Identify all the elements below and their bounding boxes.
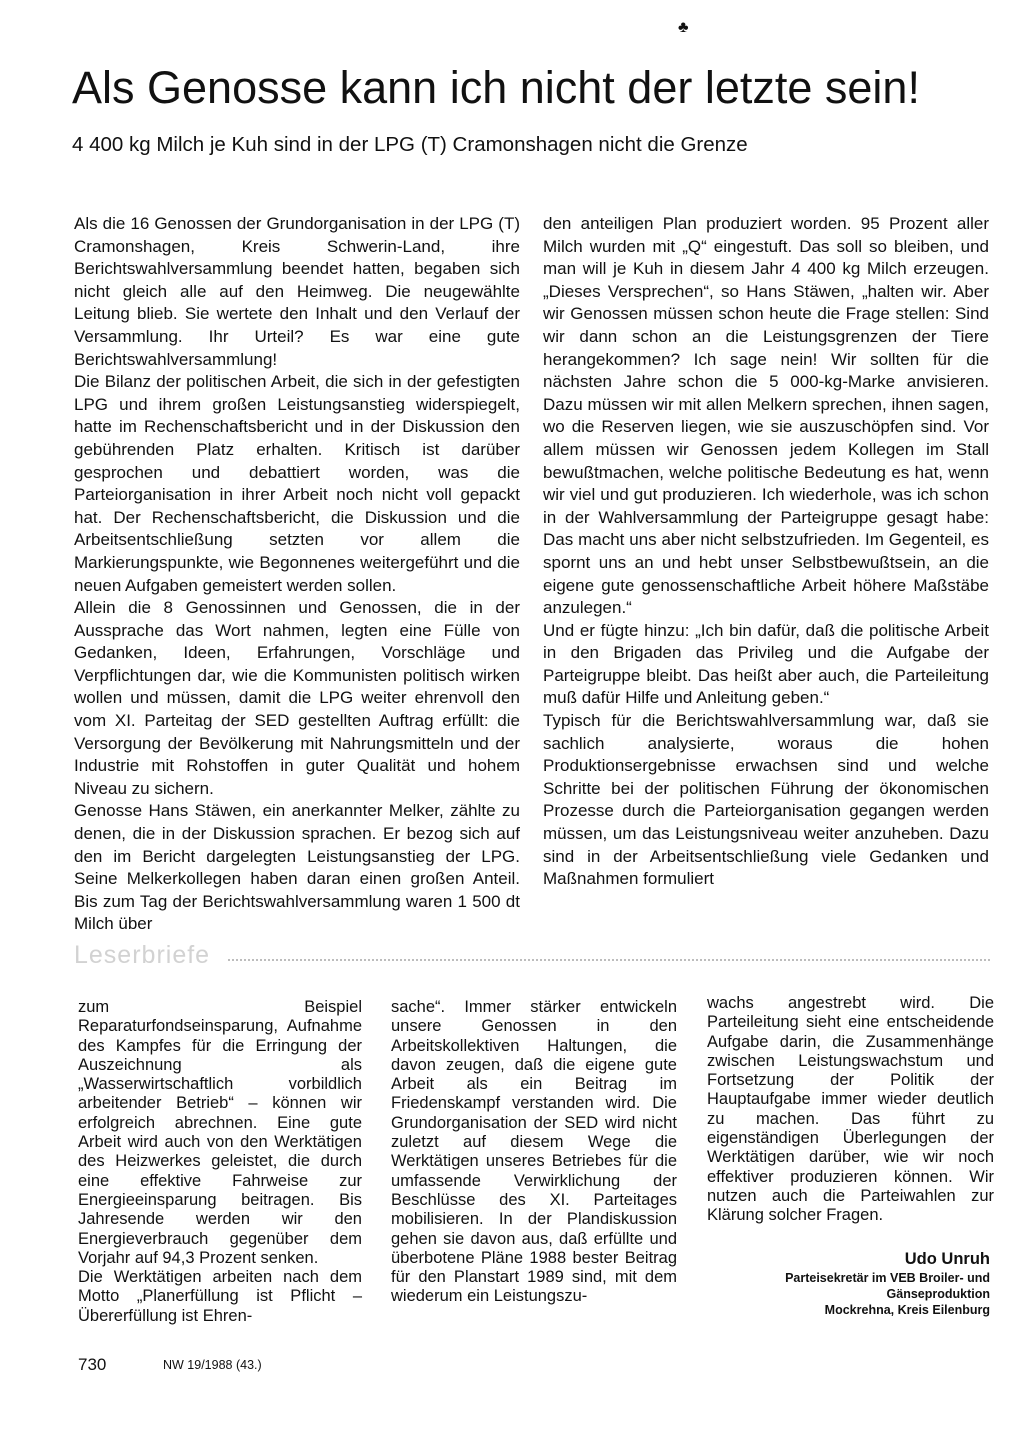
letter-paragraph: sache“. Immer stärker entwickeln unsere Genossen in den Arbeitskollektiven Haltungen, die davon zeugen, daß die eigene gute Arbeit als ein Beitrag im Friedenskampf verstanden wird. Die Grundorganisation der SED wird nicht zuletzt auf diesem Wege die Werktätigen unseres Betriebes für die umfassende Verwirklichung der Beschlüsse des XI. Parteitages mobilisieren. In der Plandiskussion gehen sie davon aus, daß erfüllte und überbotene Pläne 1988 bester Beitrag für den Planstart 1989 sind, mit dem wiederum ein Leistungszu-: [391, 998, 677, 1306]
letter-paragraph: zum Beispiel Reparaturfondseinsparung, Aufnahme des Kampfes für die Erringung der Auszeichnung als „Wasserwirtschaftlich vorbildlich arbeitender Betrieb“ – können wir erfolgreich abrechnen. Eine gute Arbeit wird auch von den Werktätigen des Heizwerkes geleistet, die durch eine effektive Fahrweise zur Energieeinsparung beitragen. Bis Jahresende werden wir den Energieverbrauch gegenüber dem Vorjahr auf 94,3 Prozent senken.: [78, 998, 362, 1267]
article-column-1: [74, 213, 520, 936]
article-paragraph: Allein die 8 Genossinnen und Genossen, die in der Aussprache das Wort nahmen, legten eine Fülle von Gedanken, Ideen, Erfahrungen, Vorschläge und Verpflichtungen dar, wie die Kommunisten politisch wirken wollen und müssen, damit die LPG weiter ehrenvoll den vom XI. Parteitag der SED gestellten Auftrag erfüllt: die Versorgung der Bevölkerung mit Nahrungsmitteln und der Industrie mit Rohstoffen in guter Qualität und hohem Niveau zu sichern.: [74, 598, 520, 798]
article-column-2: [543, 213, 989, 891]
affiliation-line: Parteisekretär im VEB Broiler- und: [785, 1271, 990, 1285]
article-paragraph: Typisch für die Berichtswahlversammlung war, daß sie sachlich analysierte, woraus die hohen Produktionsergebnisse erwachsen sind und welche Schritte bei der politischen Führung der ökonomischen Prozesse durch die Parteiorganisation gegangen werden müssen, um das Leistungsniveau weiter anzuheben. Dazu sind in der Arbeitsentschließung viele Gedanken und Maßnahmen formuliert: [543, 711, 989, 889]
club-ornament-icon: ♣: [678, 19, 689, 36]
article-headline: Als Genosse kann ich nicht der letzte sein!: [72, 62, 920, 113]
article-paragraph: Genosse Hans Stäwen, ein anerkannter Melker, zählte zu denen, die in der Diskussion sprachen. Er bezog sich auf den im Bericht dargelegten Leistungsanstieg der LPG. Seine Melkerkollegen haben daran einen großen Anteil. Bis zum Tag der Berichtswahlversammlung waren 1 500 dt Milch über: [74, 801, 520, 934]
affiliation-line: Mockrehna, Kreis Eilenburg: [824, 1303, 990, 1317]
article-paragraph: den anteiligen Plan produziert worden. 95 Prozent aller Milch wurden mit „Q“ eingestuft. Das soll so bleiben, und man will je Kuh in diesem Jahr 4 400 kg Milch erzeugen. „Dieses Versprechen“, so Hans Stäwen, „halten wir. Aber wir Genossen müssen schon heute die Frage stellen: Sind wir dann schon an die Leistungsgrenzen der Tiere herangekommen? Ich sage nein! Wir sollten für die nächsten Jahre schon die 5 000-kg-Marke anvisieren. Dazu müssen wir mit allen Melkern sprechen, ihnen sagen, wo die Reserven liegen, wie sie auszuschöpfen sind. Vor allem müssen wir Genossen jedem Kollegen im Stall bewußtmachen, welche politische Bedeutung es hat, wenn wir viel und gut produzieren. Ich wiederhole, was ich schon in der Wahlversammlung der Parteigruppe gesagt habe: Das macht uns aber nicht selbstzufrieden. Im Gegenteil, es spornt uns an und hebt unser Selbstbewußtsein, an die eigene gute genossenschaftliche Arbeit höhere Maßstäbe anzulegen.“: [543, 214, 989, 618]
letter-column-2: [391, 998, 677, 1307]
article-paragraph: Die Bilanz der politischen Arbeit, die sich in der gefestigten LPG und ihrem großen Leistungsanstieg widerspiegelt, hatte im Rechenschaftsbericht und in der Diskussion den gebührenden Platz erhalten. Kritisch ist darüber gesprochen und debattiert worden, was die Parteiorganisation in ihrer Arbeit noch nicht voll gepackt hat. Der Rechenschaftsbericht, die Diskussion und die Arbeitsentschließung setzten vor allem die Markierungspunkte, wie Begonnenes weitergeführt und die neuen Aufgaben gemeistert werden sollen.: [74, 372, 520, 595]
letter-paragraph: wachs angestrebt wird. Die Parteileitung sieht eine entscheidende Aufgabe darin, die Zusammenhänge zwischen Leistungswachstum und Fortsetzung der Politik der Hauptaufgabe immer wieder deutlich zu machen. Das führt zu eigenständigen Überlegungen der Werktätigen darüber, wie wir noch effektiver produzieren können. Wir nutzen auch die Parteiwahlen zur Klärung solcher Fragen.: [707, 994, 994, 1225]
letter-paragraph: Die Werktätigen arbeiten nach dem Motto „Planerfüllung ist Pflicht – Übererfüllung ist Ehren-: [78, 1268, 362, 1325]
section-divider: [228, 959, 990, 961]
page-number: 730: [78, 1355, 107, 1374]
letter-column-1: [78, 998, 362, 1326]
letters-section-label: Leserbriefe: [74, 941, 211, 969]
issue-reference: NW 19/1988 (43.): [163, 1358, 262, 1372]
affiliation-line: Gänseproduktion: [886, 1287, 990, 1301]
author-affiliation: [700, 1270, 990, 1318]
article-paragraph: Und er fügte hinzu: „Ich bin dafür, daß die politische Arbeit in den Brigaden das Privileg und die Aufgabe der Parteigruppe bleibt. Das heißt aber auch, die Parteileitung muß dafür Hilfe und Anleitung geben.“: [543, 620, 989, 708]
article-paragraph: Als die 16 Genossen der Grundorganisation in der LPG (T) Cramonshagen, Kreis Schwerin-Land, ihre Berichtswahlversammlung beendet hatten, begaben sich nicht gleich alle auf den Heimweg. Die neugewählte Leitung blieb. Sie wertete den Inhalt und den Verlauf der Versammlung. Ihr Urteil? Es war eine gute Berichtswahlversammlung!: [74, 214, 520, 369]
letter-column-3: [707, 994, 994, 1226]
article-subheadline: 4 400 kg Milch je Kuh sind in der LPG (T) Cramonshagen nicht die Grenze: [72, 133, 748, 156]
letter-author: Udo Unruh: [904, 1250, 990, 1268]
